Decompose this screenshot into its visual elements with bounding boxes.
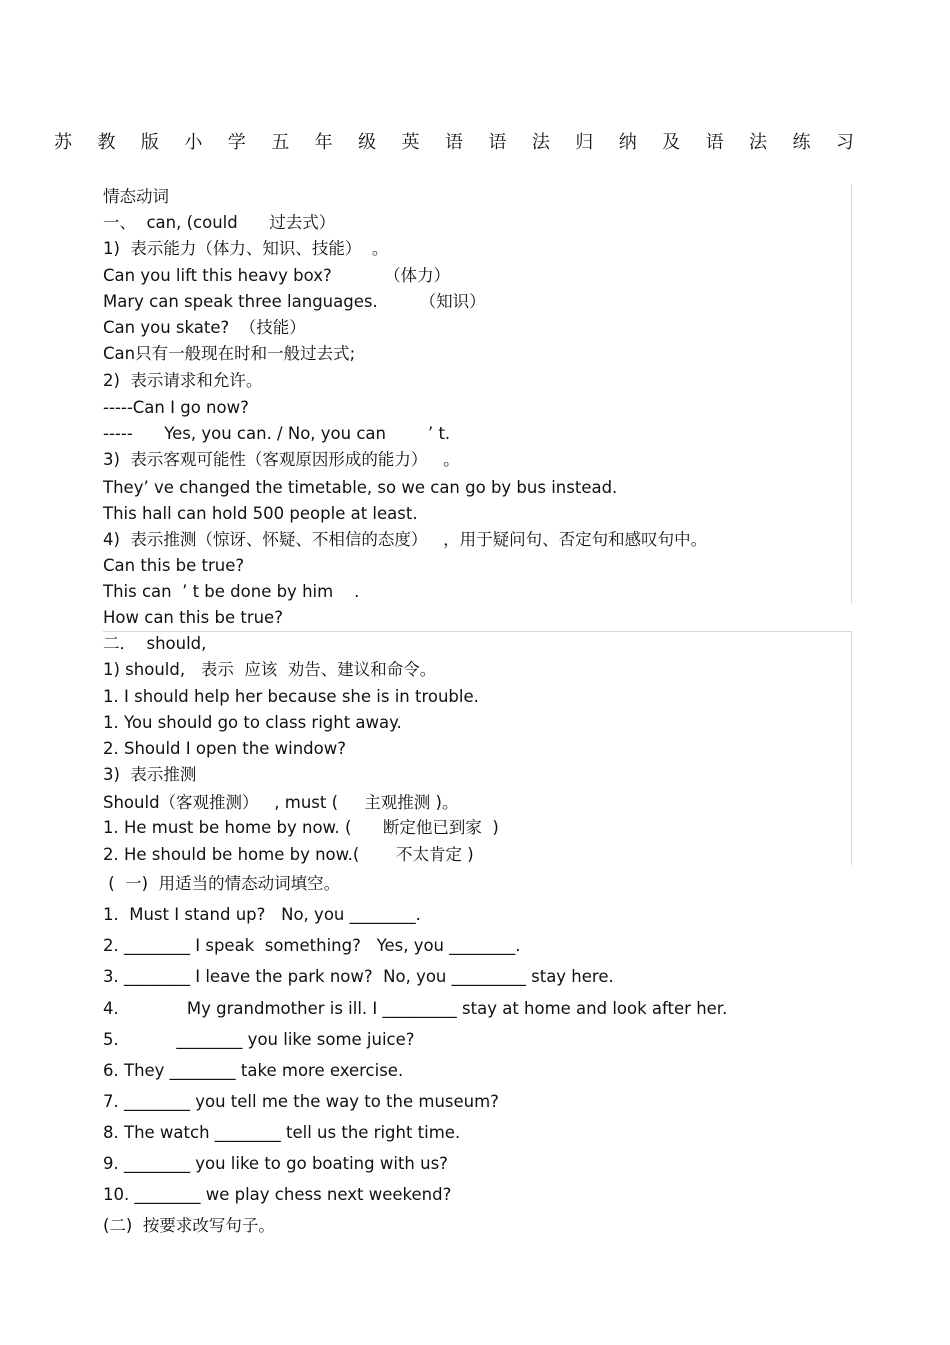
title-char: 纳 — [618, 132, 637, 153]
text-line: 9. ________ you like to go boating with us? — [103, 1154, 448, 1173]
text-line: 1. You should go to class right away. — [103, 713, 402, 732]
text-line: ( 一) 用适当的情态动词填空。 — [103, 874, 341, 893]
title-char: 苏 — [54, 132, 72, 153]
title-char: 教 — [97, 132, 116, 153]
text-line: Can this be true? — [103, 556, 245, 575]
title-char: 英 — [401, 132, 420, 153]
title-char: 五 — [271, 132, 290, 153]
title-char: 级 — [358, 132, 377, 153]
title-char: 版 — [140, 132, 159, 153]
text-line: 1) should, 表示 应该 劝告、建议和命令。 — [103, 660, 437, 679]
text-line: They’ ve changed the timetable, so we can go by bus instead. — [103, 478, 618, 497]
text-line: -----Can I go now? — [103, 398, 249, 417]
title-char: 及 — [662, 132, 681, 153]
text-line: 4) 表示推测（惊讶、怀疑、不相信的态度） ，用于疑问句、否定句和感叹句中。 — [103, 530, 708, 549]
text-line: 10. ________ we play chess next weekend? — [103, 1185, 452, 1204]
title-char: 归 — [575, 132, 594, 153]
text-line: 1. Must I stand up? No, you ________. — [103, 905, 421, 924]
title-char: 语 — [705, 132, 724, 153]
text-line: 情态动词 — [103, 187, 169, 206]
title-char: 年 — [314, 132, 333, 153]
text-line: Can you skate? （技能） — [103, 318, 306, 337]
text-line: 5. ________ you like some juice? — [103, 1030, 415, 1049]
text-line: 1) 表示能力（体力、知识、技能） 。 — [103, 239, 389, 258]
title-char: 学 — [227, 132, 246, 153]
title-char: 法 — [531, 132, 550, 153]
text-line: 6. They ________ take more exercise. — [103, 1061, 404, 1080]
document-title — [54, 128, 854, 154]
table-border-divider — [103, 631, 852, 632]
text-line: 2. ________ I speak something? Yes, you ________. — [103, 936, 521, 955]
text-line: This hall can hold 500 people at least. — [103, 504, 418, 523]
text-line: Should（客观推测） , must ( 主观推测 )。 — [103, 793, 459, 812]
table-border-right-upper — [851, 184, 852, 604]
text-line: 2. Should I open the window? — [103, 739, 346, 758]
text-line: 7. ________ you tell me the way to the museum? — [103, 1092, 499, 1111]
text-line: How can this be true? — [103, 608, 283, 627]
title-char: 习 — [835, 132, 854, 153]
title-char: 语 — [444, 132, 463, 153]
table-border-right-lower — [851, 631, 852, 865]
text-line: 2. He should be home by now.( 不太肯定 ) — [103, 845, 474, 864]
title-char: 语 — [488, 132, 507, 153]
text-line: (二) 按要求改写句子。 — [103, 1216, 275, 1235]
text-line: 1. I should help her because she is in trouble. — [103, 687, 479, 706]
text-line: Can只有一般现在时和一般过去式; — [103, 344, 356, 363]
title-char: 小 — [184, 132, 203, 153]
text-line: 1. He must be home by now. ( 断定他已到家 ) — [103, 818, 499, 837]
text-line: 一、 can, (could 过去式） — [103, 213, 336, 232]
text-line: 二． should, — [103, 634, 207, 653]
text-line: Mary can speak three languages. （知识） — [103, 292, 486, 311]
text-line: 3) 表示推测 — [103, 765, 197, 784]
text-line: ----- Yes, you can. / No, you can ’ t. — [103, 424, 451, 443]
text-line: 8. The watch ________ tell us the right time. — [103, 1123, 461, 1142]
text-line: Can you lift this heavy box? （体力） — [103, 266, 451, 285]
text-line: 3. ________ I leave the park now? No, you _________ stay here. — [103, 967, 614, 986]
text-line: This can ’ t be done by him . — [103, 582, 360, 601]
text-line: 2) 表示请求和允许。 — [103, 371, 263, 390]
title-char: 法 — [749, 132, 767, 153]
text-line: 3) 表示客观可能性（客观原因形成的能力） 。 — [103, 450, 460, 469]
text-line: 4. My grandmother is ill. I _________ stay at home and look after her. — [103, 999, 728, 1018]
title-char: 练 — [792, 132, 811, 153]
